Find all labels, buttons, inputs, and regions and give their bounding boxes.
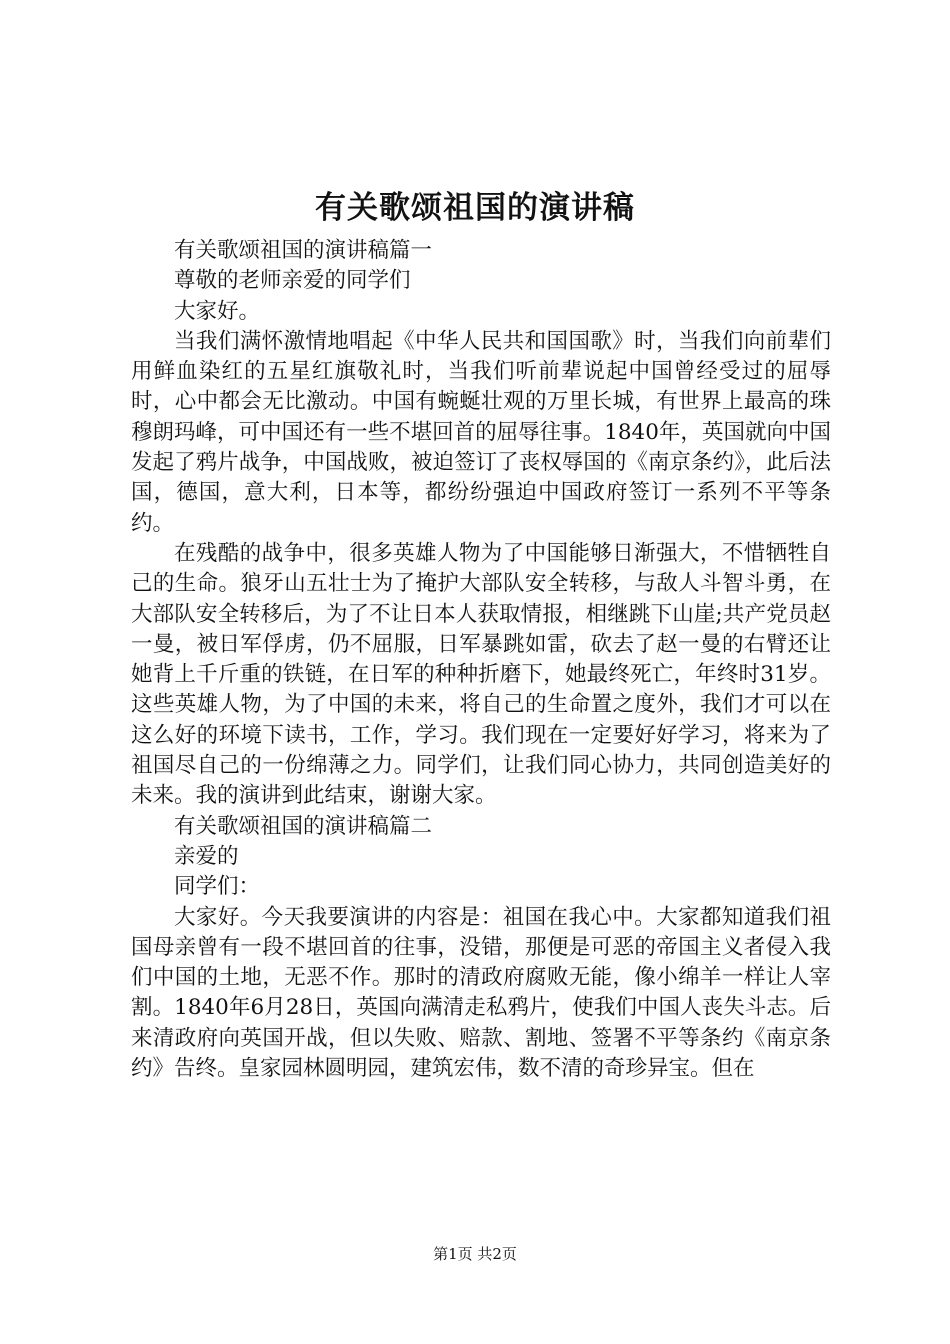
salutation: 同学们：: [174, 874, 261, 900]
greeting: 大家好。: [174, 298, 261, 324]
body-paragraph: 当我们满怀激情地唱起《中华人民共和国国歌》时，当我们向前辈们用鲜血染红的五星红旗敬礼时，当我们听前辈说起中国曾经受过的屈辱时，心中都会无比激动。中国有蜿蜒壮观的万里长城，有世界上最高的珠穆朗玛峰，可中国还有一些不堪回首的屈辱往事。1840年，英国就向中国发起了鸦片战争，中国战败，被迫签订了丧权辱国的《南京条约》，此后法国，德国，意大利，日本等，都纷纷强迫中国政府签订一系列不平等条约。: [131, 328, 831, 536]
page-footer: 第1页 共2页: [433, 1245, 517, 1263]
salutation: 亲爱的: [174, 843, 239, 869]
section-heading: 有关歌颂祖国的演讲稿篇二: [174, 813, 433, 839]
body-paragraph: 在残酷的战争中，很多英雄人物为了中国能够日渐强大，不惜牺牲自己的生命。狼牙山五壮士为了掩护大部队安全转移，与敌人斗智斗勇，在大部队安全转移后，为了不让日本人获取情报，相继跳下山崖;共产党员赵一曼，被日军俘虏，仍不屈服，日军暴跳如雷，砍去了赵一曼的右臂还让她背上千斤重的铁链，在日军的种种折磨下，她最终死亡，年终时31岁。这些英雄人物，为了中国的未来，将自己的生命置之度外，我们才可以在这么好的环境下读书，工作，学习。我们现在一定要好好学习，将来为了祖国尽自己的一份绵薄之力。同学们，让我们同心协力，共同创造美好的未来。我的演讲到此结束，谢谢大家。: [131, 540, 831, 809]
document-body: [131, 236, 831, 1084]
salutation: 尊敬的老师亲爱的同学们: [174, 268, 411, 294]
body-paragraph: 大家好。今天我要演讲的内容是：祖国在我心中。大家都知道我们祖国母亲曾有一段不堪回首的往事，没错，那便是可恶的帝国主义者侵入我们中国的土地，无恶不作。那时的清政府腐败无能，像小绵羊一样让人宰割。1840年6月28日，英国向满清走私鸦片，使我们中国人丧失斗志。后来清政府向英国开战，但以失败、赔款、割地、签署不平等条约《南京条约》告终。皇家园林圆明园，建筑宏伟，数不清的奇珍异宝。但在: [131, 904, 831, 1082]
document-title: 有关歌颂祖国的演讲稿: [315, 190, 635, 226]
section-heading: 有关歌颂祖国的演讲稿篇一: [174, 238, 433, 263]
